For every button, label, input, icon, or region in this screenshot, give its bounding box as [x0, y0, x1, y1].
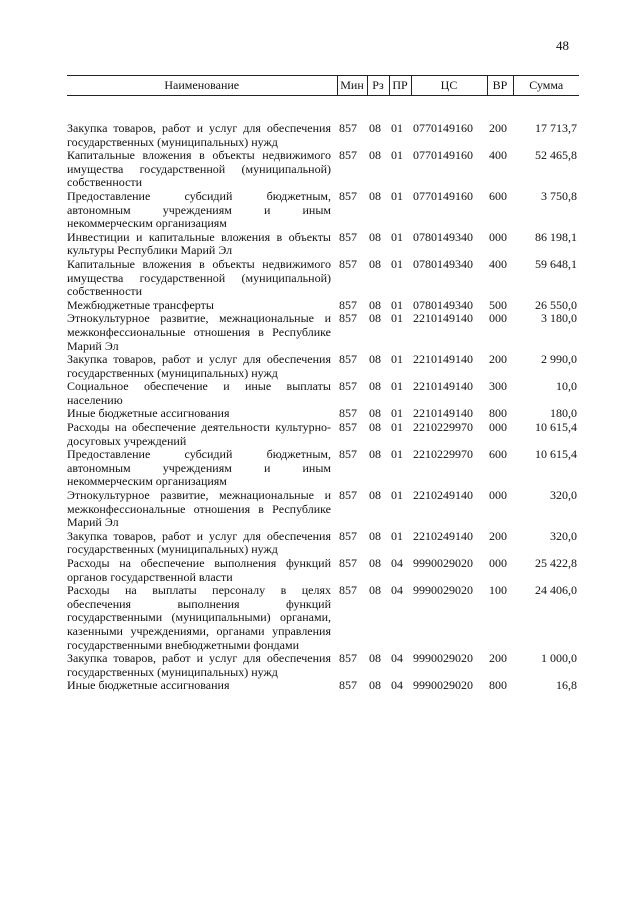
cell-vr: 200 — [489, 352, 507, 367]
cell-sum: 25 422,8 — [535, 556, 577, 570]
table-row — [67, 421, 579, 448]
cell-rz: 08 — [369, 256, 381, 271]
cell-name: Закупка товаров, работ и услуг для обеспечения государственных (муниципальных) нужд — [67, 651, 331, 679]
cell-cs: 9990029020 — [413, 678, 473, 693]
cell-pr: 01 — [391, 379, 403, 394]
cell-pr: 01 — [391, 229, 403, 244]
cell-pr: 01 — [391, 297, 403, 312]
cell-rz: 08 — [369, 583, 381, 598]
cell-pr: 01 — [391, 447, 403, 462]
cell-name: Закупка товаров, работ и услуг для обеспечения государственных (муниципальных) нужд — [67, 121, 331, 149]
cell-name: Межбюджетные трансферты — [67, 297, 214, 312]
header-min: Мин — [337, 76, 367, 96]
cell-sum: 17 713,7 — [535, 121, 577, 135]
cell-min: 857 — [339, 583, 357, 598]
cell-name: Расходы на выплаты персоналу в целях обеспечения выполнения функций государственными (муниципальными) органами, казенными учреждениями, органами управления государственными внебюджетными фондами — [67, 583, 331, 652]
cell-rz: 08 — [369, 148, 381, 163]
cell-cs: 9990029020 — [413, 583, 473, 598]
cell-pr: 01 — [391, 188, 403, 203]
cell-pr: 04 — [391, 678, 403, 693]
cell-min: 857 — [339, 297, 357, 312]
table-header — [67, 76, 579, 96]
cell-name: Социальное обеспечение и иные выплаты населению — [67, 379, 331, 407]
cell-min: 857 — [339, 488, 357, 503]
cell-min: 857 — [339, 148, 357, 163]
cell-rz: 08 — [369, 188, 381, 203]
cell-pr: 01 — [391, 256, 403, 271]
cell-vr: 000 — [489, 488, 507, 503]
cell-rz: 08 — [369, 678, 381, 693]
cell-pr: 01 — [391, 148, 403, 163]
cell-pr: 04 — [391, 651, 403, 666]
cell-pr: 01 — [391, 528, 403, 543]
cell-sum: 10 615,4 — [535, 420, 577, 435]
cell-name: Закупка товаров, работ и услуг для обеспечения государственных (муниципальных) нужд — [67, 528, 331, 557]
cell-sum: 10 615,4 — [535, 447, 577, 462]
cell-pr: 01 — [391, 488, 403, 503]
header-sum: Сумма — [513, 76, 579, 96]
cell-vr: 400 — [489, 148, 507, 163]
cell-rz: 08 — [369, 420, 381, 435]
table-row — [67, 557, 579, 584]
header-pr: ПР — [389, 76, 411, 96]
cell-sum: 3 750,8 — [541, 188, 577, 203]
cell-rz: 08 — [369, 488, 381, 503]
cell-cs: 2210229970 — [413, 420, 473, 435]
cell-min: 857 — [339, 188, 357, 203]
cell-pr: 01 — [391, 352, 403, 367]
header-name: Наименование — [67, 76, 337, 96]
cell-rz: 08 — [369, 651, 381, 666]
header-rz: Рз — [367, 76, 389, 96]
cell-min: 857 — [339, 420, 357, 435]
cell-min: 857 — [339, 528, 357, 543]
cell-vr: 500 — [489, 297, 507, 312]
cell-cs: 9990029020 — [413, 651, 473, 666]
cell-min: 857 — [339, 229, 357, 244]
cell-vr: 000 — [489, 311, 507, 326]
cell-rz: 08 — [369, 447, 381, 462]
cell-vr: 300 — [489, 379, 507, 394]
cell-rz: 08 — [369, 379, 381, 394]
cell-name: Иные бюджетные ассигнования — [67, 678, 230, 693]
cell-rz: 08 — [369, 406, 381, 421]
cell-sum: 16,8 — [556, 678, 577, 693]
cell-name: Иные бюджетные ассигнования — [67, 406, 230, 421]
table-row — [67, 149, 579, 190]
cell-rz: 08 — [369, 121, 381, 135]
cell-min: 857 — [339, 121, 357, 135]
cell-min: 857 — [339, 447, 357, 462]
table-row — [67, 652, 579, 679]
cell-sum: 2 990,0 — [541, 352, 577, 367]
table-row — [67, 489, 579, 530]
cell-cs: 2210149140 — [413, 352, 473, 367]
cell-pr: 04 — [391, 583, 403, 598]
cell-sum: 10,0 — [556, 379, 577, 394]
cell-name: Капитальные вложения в объекты недвижимого имущества государственной (муниципальной) собственности — [67, 256, 331, 299]
table-row — [67, 407, 579, 421]
cell-vr: 000 — [489, 420, 507, 435]
cell-min: 857 — [339, 311, 357, 326]
cell-name: Расходы на обеспечение деятельности культурно-досуговых учреждений — [67, 420, 331, 448]
table-row — [67, 380, 579, 407]
table-row — [67, 258, 579, 299]
cell-rz: 08 — [369, 311, 381, 326]
cell-pr: 01 — [391, 420, 403, 435]
header-cs: ЦС — [411, 76, 487, 96]
cell-pr: 01 — [391, 406, 403, 421]
budget-table — [67, 75, 579, 693]
cell-min: 857 — [339, 406, 357, 421]
cell-name: Предоставление субсидий бюджетным, автономным учреждениям и иным некоммерческим организациям — [67, 188, 331, 231]
cell-cs: 0770149160 — [413, 148, 473, 163]
header-vr: ВР — [487, 76, 513, 96]
cell-cs: 0770149160 — [413, 188, 473, 203]
cell-sum: 59 648,1 — [535, 256, 577, 271]
cell-name: Капитальные вложения в объекты недвижимого имущества государственной (муниципальной) собственности — [67, 148, 331, 190]
cell-name: Этнокультурное развитие, межнациональные и межконфессиональные отношения в Республике Марий Эл — [67, 311, 331, 353]
cell-vr: 100 — [489, 583, 507, 598]
table-row — [67, 679, 579, 693]
cell-pr: 01 — [391, 311, 403, 326]
table-body — [67, 96, 579, 693]
cell-sum: 320,0 — [550, 488, 577, 503]
cell-sum: 24 406,0 — [535, 583, 577, 598]
cell-sum: 86 198,1 — [535, 229, 577, 244]
cell-vr: 200 — [489, 651, 507, 666]
cell-min: 857 — [339, 678, 357, 693]
table-row — [67, 299, 579, 313]
cell-name: Этнокультурное развитие, межнациональные и межконфессиональные отношения в Республике Марий Эл — [67, 488, 331, 530]
cell-cs: 2210249140 — [413, 528, 473, 543]
cell-cs: 2210149140 — [413, 406, 473, 421]
cell-sum: 320,0 — [550, 528, 577, 543]
cell-pr: 04 — [391, 556, 403, 570]
table-row — [67, 231, 579, 258]
cell-cs: 0780149340 — [413, 256, 473, 271]
page-number: 48 — [556, 38, 569, 53]
cell-min: 857 — [339, 256, 357, 271]
table-row — [67, 584, 579, 652]
cell-rz: 08 — [369, 297, 381, 312]
cell-vr: 600 — [489, 447, 507, 462]
cell-cs: 0770149160 — [413, 121, 473, 135]
cell-sum: 26 550,0 — [535, 297, 577, 312]
cell-min: 857 — [339, 651, 357, 666]
cell-rz: 08 — [369, 556, 381, 570]
cell-sum: 52 465,8 — [535, 148, 577, 163]
cell-vr: 400 — [489, 256, 507, 271]
cell-name: Расходы на обеспечение выполнения функций органов государственной власти — [67, 556, 331, 584]
cell-vr: 800 — [489, 678, 507, 693]
cell-sum: 180,0 — [550, 406, 577, 421]
table-row — [67, 312, 579, 353]
cell-pr: 01 — [391, 121, 403, 135]
table-row — [67, 96, 579, 150]
cell-vr: 200 — [489, 121, 507, 135]
cell-rz: 08 — [369, 352, 381, 367]
cell-vr: 000 — [489, 229, 507, 244]
cell-vr: 600 — [489, 188, 507, 203]
cell-cs: 2210149140 — [413, 379, 473, 394]
table-row — [67, 530, 579, 557]
cell-min: 857 — [339, 352, 357, 367]
table-row — [67, 190, 579, 231]
cell-vr: 800 — [489, 406, 507, 421]
cell-cs: 0780149340 — [413, 297, 473, 312]
cell-rz: 08 — [369, 229, 381, 244]
cell-vr: 200 — [489, 528, 507, 543]
cell-rz: 08 — [369, 528, 381, 543]
cell-name: Закупка товаров, работ и услуг для обеспечения государственных (муниципальных) нужд — [67, 352, 331, 380]
cell-name: Инвестиции и капитальные вложения в объекты культуры Республики Марий Эл — [67, 229, 331, 258]
cell-sum: 1 000,0 — [541, 651, 577, 666]
cell-name: Предоставление субсидий бюджетным, автономным учреждениям и иным некоммерческим организациям — [67, 447, 331, 489]
cell-vr: 000 — [489, 556, 507, 570]
cell-cs: 2210149140 — [413, 311, 473, 326]
table-row — [67, 353, 579, 380]
cell-sum: 3 180,0 — [541, 311, 577, 326]
cell-cs: 0780149340 — [413, 229, 473, 244]
cell-cs: 2210249140 — [413, 488, 473, 503]
cell-min: 857 — [339, 556, 357, 570]
cell-cs: 9990029020 — [413, 556, 473, 570]
cell-min: 857 — [339, 379, 357, 394]
table-row — [67, 448, 579, 489]
cell-cs: 2210229970 — [413, 447, 473, 462]
